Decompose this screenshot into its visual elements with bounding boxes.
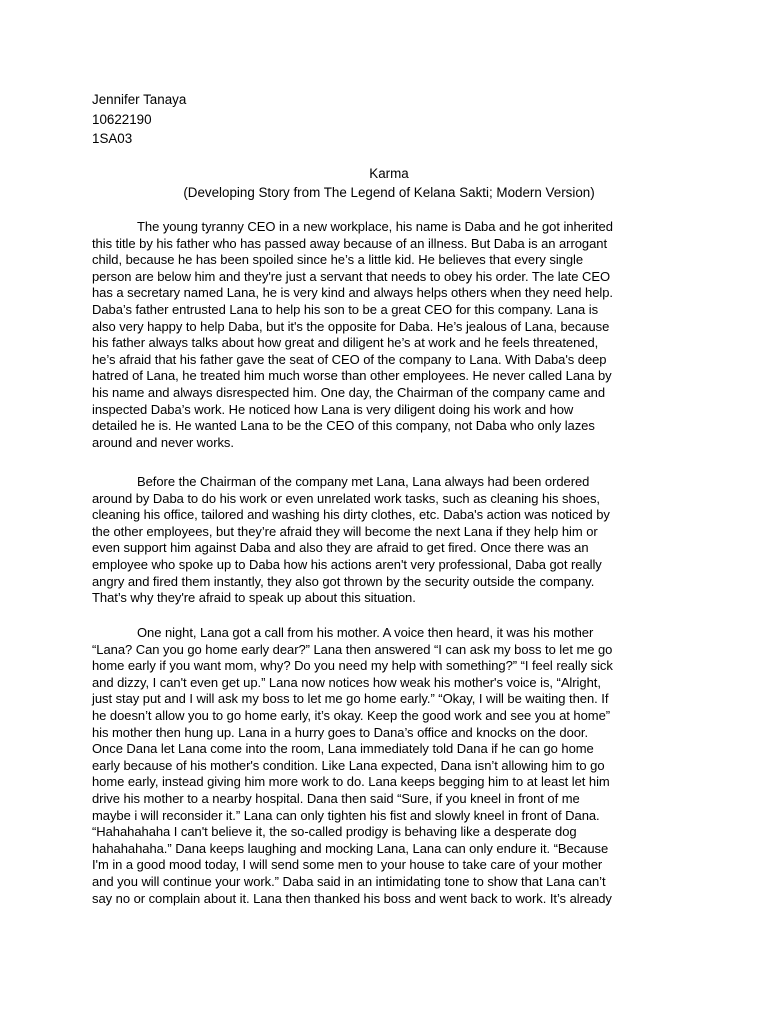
text-line: around and never works. <box>92 434 234 450</box>
text-line: he doesn’t allow you to go home early, it’s okay. Keep the good work and see you at home” <box>92 707 611 723</box>
class-code: 1SA03 <box>92 131 133 146</box>
paragraph-1 <box>92 219 686 451</box>
text-line: Before the Chairman of the company met Lana, Lana always had been ordered <box>137 474 590 489</box>
text-line: Daba’s father entrusted Lana to help his son to be a great CEO for this company. Lana is <box>92 301 599 317</box>
text-line: he’s afraid that his father gave the seat of CEO of the company to Lana. With Daba's deep <box>92 351 607 367</box>
text-line: child, because he has been spoiled since he’s a little kid. He believes that every single <box>92 252 584 268</box>
text-line: and you will continue your work.” Daba said in an intimidating tone to show that Lana can’t <box>92 873 606 889</box>
text-line: hahahahaha.” Dana keeps laughing and mocking Lana, Lana can only endure it. “Because <box>92 840 609 856</box>
text-line: just stay put and I will ask my boss to let me go home early.” “Okay, I will be waiting then. If <box>92 691 609 707</box>
text-line: The young tyranny CEO in a new workplace, his name is Daba and he got inherited <box>137 219 613 234</box>
paragraph-2 <box>92 474 686 607</box>
text-line: has a secretary named Lana, he is very kind and always helps others when they need help. <box>92 285 613 301</box>
text-line: employee who spoke up to Daba how his actions aren't very professional, Daba got really <box>92 556 602 572</box>
text-line: “Lana? Can you go home early dear?” Lana then answered “I can ask my boss to let me go <box>92 641 613 657</box>
text-line: angry and fired them instantly, they also got thrown by the security outside the company. <box>92 573 595 589</box>
text-line: detailed he is. He wanted Lana to be the CEO of this company, not Daba who only lazes <box>92 418 595 434</box>
text-line: “Hahahahaha I can't believe it, the so-called prodigy is behaving like a desperate dog <box>92 824 577 840</box>
text-line: and dizzy, I can't even get up.” Lana now notices how weak his mother's voice is, “Alright, <box>92 674 601 690</box>
student-id: 10622190 <box>92 111 152 127</box>
text-line: inspected Daba’s work. He noticed how Lana is very diligent doing his work and how <box>92 401 574 417</box>
text-line: his mother then hung up. Lana in a hurry goes to Dana’s office and knocks on the door. <box>92 724 589 740</box>
text-line: this title by his father who has passed away because of an illness. But Daba is an arrogant <box>92 235 608 251</box>
text-line: home early if you want mom, why? Do you need my help with something?” “I feel really sick <box>92 658 613 674</box>
author-header <box>92 90 186 149</box>
text-line: drive his mother to a nearby hospital. Dana then said “Sure, if you kneel in front of me <box>92 790 580 806</box>
paragraph-3 <box>92 625 686 907</box>
text-line: early because of his mother's condition. Like Lana expected, Dana isn’t allowing him to go <box>92 757 605 773</box>
text-line: Once Dana let Lana come into the room, Lana immediately told Dana if he can go home <box>92 741 594 757</box>
title-block <box>92 164 686 202</box>
text-line: say no or complain about it. Lana then thanked his boss and went back to work. It’s already <box>92 890 612 906</box>
text-line: home early, instead giving him more work to do. Lana keeps begging him to at least let him <box>92 774 610 790</box>
author-name: Jennifer Tanaya <box>92 92 187 107</box>
text-line: cleaning his office, tailored and washing his dirty clothes, etc. Daba's action was noticed by <box>92 507 610 523</box>
text-line: hatred of Lana, he treated him much worse than other employees. He never called Lana by <box>92 368 612 384</box>
text-line: That’s why they're afraid to speak up about this situation. <box>92 590 416 606</box>
text-line: even support him against Daba and also they are afraid to get fired. Once there was an <box>92 540 589 556</box>
text-line: also very happy to help Daba, but it's the opposite for Daba. He’s jealous of Lana, because <box>92 318 610 334</box>
document-subtitle: (Developing Story from The Legend of Kelana Sakti; Modern Version) <box>183 185 595 200</box>
text-line: the other employees, but they’re afraid they will become the next Lana if they help him or <box>92 523 598 539</box>
text-line: I'm in a good mood today, I will send some men to your house to take care of your mother <box>92 857 603 873</box>
text-line: his name and always disrespected him. One day, the Chairman of the company came and <box>92 384 605 400</box>
text-line: around by Daba to do his work or even unrelated work tasks, such as cleaning his shoes, <box>92 490 600 506</box>
text-line: maybe i will reconsider it.” Lana can only tighten his fist and slowly kneel in front of Dana. <box>92 807 600 823</box>
document-title: Karma <box>369 166 409 181</box>
text-line: his father always talks about how great and diligent he’s at work and he feels threatened, <box>92 335 599 351</box>
text-line: person are below him and they're just a servant that needs to obey his order. The late CEO <box>92 268 611 284</box>
text-line: One night, Lana got a call from his mother. A voice then heard, it was his mother <box>137 625 594 640</box>
